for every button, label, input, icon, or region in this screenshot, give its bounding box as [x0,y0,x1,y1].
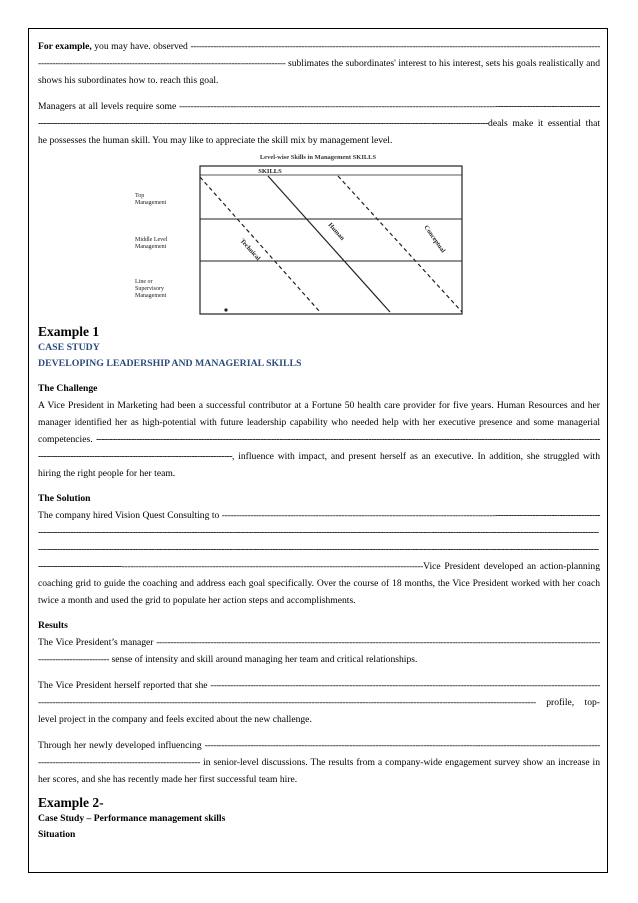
challenge-paragraph [38,397,600,482]
results-tail-2: profile, top-level project in the company and feels excited about the new challenge. [38,697,600,725]
challenge-tail: , influence with impact, and present herself as an executive. In addition, she struggled with hiring the right people for her team. [38,451,600,479]
results-text-2: The Vice President herself reported that she [38,680,211,691]
case-study-title: DEVELOPING LEADERSHIP AND MANAGERIAL SKILLS [38,358,302,369]
situation-heading: Situation [38,829,76,840]
blank-dashes: --------------------------------------------------------------------------------------------------------------- [179,101,495,112]
blank-dashes: ---------------------------------------------------------------------------------------------------------- [121,561,424,572]
results-text-3: Through her newly developed influencing [38,740,205,751]
technical-divider [200,177,320,312]
level-label-middle: Middle Level Management [135,237,168,250]
skills-header: SKILLS [258,168,282,175]
blank-dashes: ------------------------------------------------------------------------------------------------------------------------------------------------------------------------------------------------------------------------------------------------------------------------------------------------------------------------ [38,680,600,708]
human-label: Human [326,221,346,242]
human-divider [268,176,390,312]
blank-dashes: --------------------------------------------------------------------------------------------------------------------- [38,41,600,69]
results-paragraph-3 [38,737,600,788]
blank-dashes-bold: ------------------------------------------------------------------------------------------------------------------------------------------------------------------------------------------------------------------------------------------------------------------------------------------------------------------------------------------------------------------------------------------------------------------------------------------------------------------------------------------------------ [38,510,600,572]
managers-tail: deals make it essential that he possesses the human skill. You may like to appreciate the skill mix by management level. [38,118,600,146]
blank-dashes-bold: -------------------------------------------------------------------------------------------------------------------------------------------------------------------------------------------------------------- [38,101,600,129]
managers-text: Managers at all levels require some [38,101,180,112]
case-study-label: CASE STUDY [38,342,100,353]
figure-box [200,166,462,314]
results-paragraph-2 [38,677,600,728]
conceptual-divider [338,176,462,312]
figure-dot [224,308,227,311]
results-tail-1: sense of intensity and skill around managing her team and critical relationships. [109,654,418,665]
results-paragraph-1 [38,634,600,668]
level-label-top: Top Management [135,193,167,206]
blank-dashes: ------------------------------------------------------------------------------------------------------------------------------------------------------------------------------------- [38,637,600,665]
intro-text-2: sublimates the subordinates' interest to his interest, sets his goals realistically and shows his subordinates how to. reach this goal. [38,58,600,86]
example2-case-title: Case Study – Performance management skills [38,813,226,824]
figure-title: Level-wise Skills in Management SKILLS [259,154,377,161]
blank-dashes: ------------------------------------------------------------------------------------------------ [221,510,495,521]
document-body [38,38,600,843]
solution-text: The company hired Vision Quest Consulting to [38,510,222,521]
blank-dashes: ------------------------------------------------------------------------------------------------------------------ [190,41,515,52]
managers-paragraph [38,98,600,149]
for-example-label: For example, [38,41,92,52]
example1-heading: Example 1 [38,324,100,339]
intro-paragraph [38,38,600,89]
solution-paragraph [38,507,600,609]
intro-text-1: you may have. observed [91,41,191,52]
results-text-1: The Vice President’s manager [38,637,157,648]
technical-label: Technical [238,237,262,263]
example2-heading: Example 2- [38,795,104,810]
challenge-text: A Vice President in Marketing had been a successful contributor at a Fortune 50 health care provider for five years. Human Resources and her manager identified her as high-potential with future leadership capability who needed help with her executive presence and some managerial competencies. [38,400,600,445]
challenge-heading: The Challenge [38,383,98,394]
results-tail-3: in senior-level discussions. The results from a company-wide engagement survey show an increase in her scores, and she has recently made her first successful team hire. [38,757,600,785]
skill-mix-figure [38,149,600,317]
level-label-line: Line or Supervisory Management [135,279,167,299]
results-heading: Results [38,620,68,631]
solution-tail: Vice President developed an action-planning coaching grid to guide the coaching and address each goal specifically. Over the course of 18 months, the Vice President worked with her coach twice a month and used the grid to populate her action steps and accomplishments. [38,561,600,606]
blank-dashes-bold: ------------------------------------------------------------------------------------------------------------------------------------------------------------------------------------------------------------------------------------------------------------------- [38,434,600,462]
conceptual-label: Conceptual [422,224,447,255]
solution-heading: The Solution [38,493,91,504]
blank-dashes: ---------------------------------------------------------------------------------------------------------------------------------------------------------------------------------------------------- [38,740,600,768]
skill-mix-diagram [38,149,600,317]
